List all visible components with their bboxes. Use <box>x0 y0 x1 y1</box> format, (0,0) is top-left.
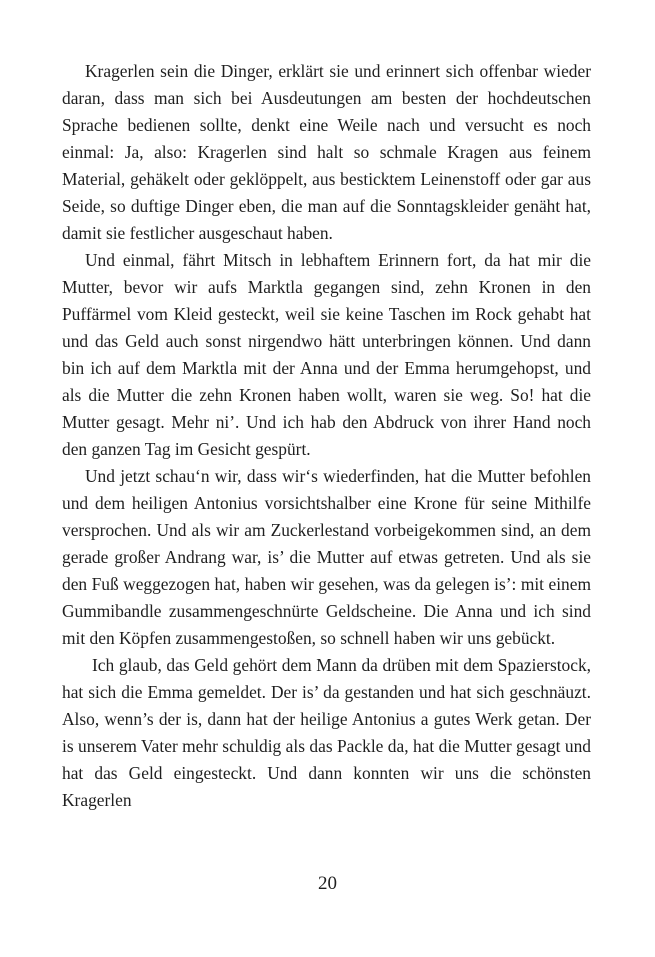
page-body <box>62 58 591 814</box>
paragraph: Ich glaub, das Geld gehört dem Mann da drüben mit dem Spazierstock, hat sich die Emma gemeldet. Der is’ da gestanden und hat sich geschnäuzt. Also, wenn’s der is, dann hat der heilige Antonius a gutes Werk getan. Der is unserem Vater mehr schuldig als das Packle da, hat die Mutter gesagt und hat das Geld eingesteckt. Und dann konnten wir uns die schönsten Kragerlen <box>62 655 591 810</box>
paragraph: Und einmal, fährt Mitsch in lebhaftem Erinnern fort, da hat mir die Mutter, bevor wir aufs Marktla gegangen sind, zehn Kronen in den Puffärmel vom Kleid gesteckt, weil sie keine Taschen im Rock gehabt hat und das Geld auch sonst nirgendwo hätt unterbringen können. Und dann bin ich auf dem Marktla mit der Anna und der Emma herumgehopst, und als die Mutter die zehn Kronen haben wollt, waren sie weg. So! hat die Mutter gesagt. Mehr ni’. Und ich hab den Abdruck von ihrer Hand noch den ganzen Tag im Gesicht gespürt. <box>62 250 591 459</box>
paragraph: Und jetzt schau‘n wir, dass wir‘s wiederfinden, hat die Mutter befohlen und dem heiligen Antonius vorsichtshalber eine Krone für seine Mithilfe versprochen. Und als wir am Zuckerlestand vorbeigekommen sind, an dem gerade großer Andrang war, is’ die Mutter auf etwas getreten. Und als sie den Fuß weggezogen hat, haben wir gesehen, was da gelegen is’: mit einem Gummibandle zusammengeschnürte Geldscheine. Die Anna und ich sind mit den Köpfen zusammengestoßen, so schnell haben wir uns gebückt. <box>62 466 591 648</box>
page-number: 20 <box>318 873 337 894</box>
paragraph: Kragerlen sein die Dinger, erklärt sie und erinnert sich offenbar wieder daran, dass man sich bei Ausdeutungen am besten der hochdeutschen Sprache bedienen sollte, denkt eine Weile nach und versucht es noch einmal: Ja, also: Kragerlen sind halt so schmale Kragen aus feinem Material, gehäkelt oder geklöppelt, aus besticktem Leinenstoff oder gar aus Seide, so duftige Dinger eben, die man auf die Sonntagskleider genäht hat, damit sie festlicher ausgeschaut haben. <box>62 61 591 243</box>
